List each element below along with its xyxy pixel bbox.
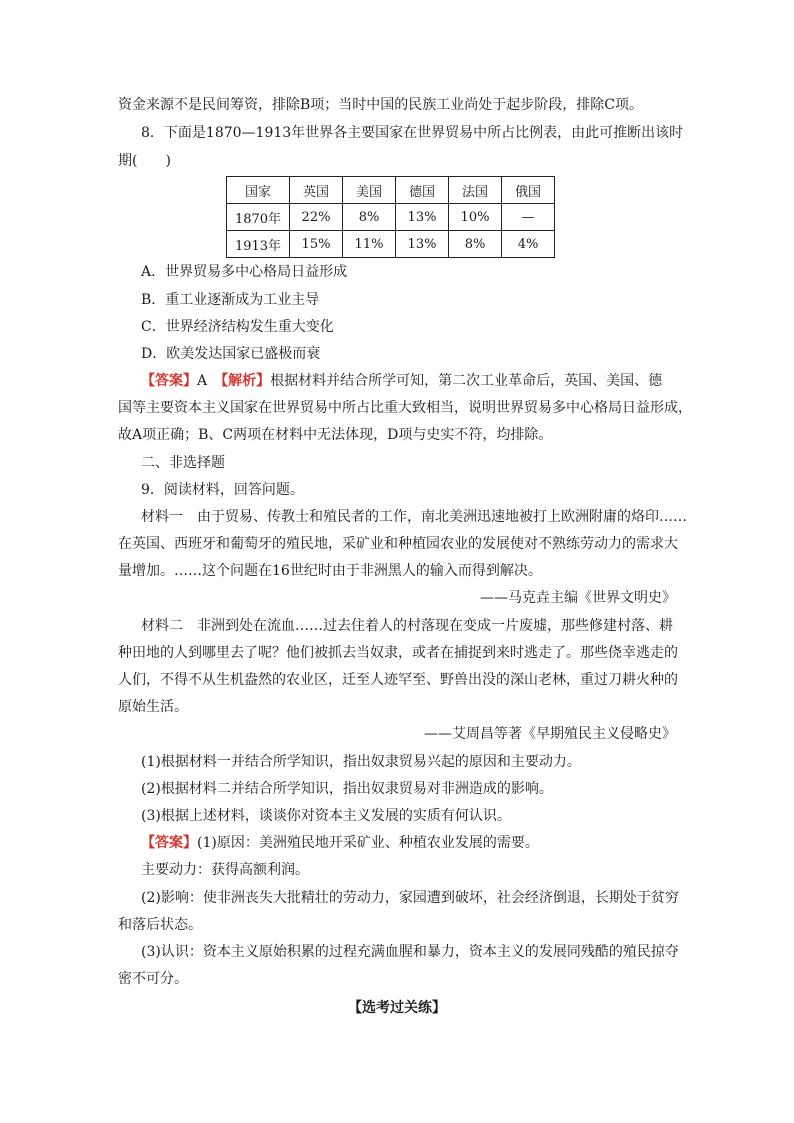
- material-1-source: ——马克垚主编《世界文明史》: [480, 590, 676, 606]
- material-2-text: 人们，不得不从生机盎然的农业区，迁至人迹罕至、野兽出没的深山老林，重过刀耕火种的: [118, 672, 678, 688]
- material-2-source: ——艾周昌等著《早期殖民主义侵略史》: [424, 726, 676, 742]
- table-header-cell: 英国: [290, 177, 343, 204]
- question-8-stem-cont: 期( ): [118, 153, 171, 169]
- analysis-tag: 【解析】: [221, 373, 271, 389]
- analysis-text-cont: 故A项正确；B、C两项在材料中无法体现，D项与史实不符，均排除。: [118, 427, 553, 443]
- table-cell: 15%: [290, 231, 343, 258]
- section-footer-heading: 【选考过关练】: [348, 1000, 446, 1016]
- table-cell: 10%: [449, 204, 502, 231]
- option-c: C．世界经济结构发生重大变化: [141, 319, 334, 335]
- table-cell: 22%: [290, 204, 343, 231]
- table-cell: 8%: [449, 231, 502, 258]
- table-cell: 13%: [396, 231, 449, 258]
- table-cell: 8%: [343, 204, 396, 231]
- option-a: A．世界贸易多中心格局日益形成: [141, 264, 348, 280]
- table-header-cell: 德国: [396, 177, 449, 204]
- answer-text: 和落后状态。: [118, 917, 202, 933]
- material-2-text: 材料二 非洲到处在流血……过去住着人的村落现在变成一片废墟，那些修建村落、耕: [141, 618, 673, 634]
- analysis-text-cont: 国等主要资本主义国家在世界贸易中所占比重大致相当，说明世界贸易多中心格局日益形成，: [118, 400, 692, 416]
- material-1-text: 在英国、西班牙和葡萄牙的殖民地，采矿业和种植园农业的发展使对不熟练劳动力的需求大: [118, 536, 678, 552]
- material-1-text: 量增加。……这个问题在16世纪时由于非洲黑人的输入而得到解决。: [118, 563, 542, 579]
- answer-9-line: [141, 833, 539, 853]
- table-cell: 1870年: [227, 204, 290, 231]
- option-d: D．欧美发达国家已盛极而衰: [141, 346, 321, 362]
- text-line: 资金来源不是民间筹资，排除B项；当时中国的民族工业尚处于起步阶段，排除C项。: [118, 97, 643, 113]
- table-header-cell: 国家: [227, 177, 290, 204]
- table-header-row: [227, 177, 555, 204]
- analysis-text: 根据材料并结合所学可知，第二次工业革命后，英国、美国、德: [270, 373, 663, 389]
- answer-text: (2)影响：使非洲丧失大批精壮的劳动力，家园遭到破坏，社会经济倒退，长期处于贫穷: [141, 890, 679, 906]
- answer-tag: 【答案】: [141, 373, 197, 389]
- table-cell: 1913年: [227, 231, 290, 258]
- section-heading: 二、非选择题: [141, 455, 225, 471]
- answer-text: (3)认识：资本主义原始积累的过程充满血腥和暴力，资本主义的发展同残酷的殖民掠夺: [141, 944, 679, 960]
- material-2-text: 原始生活。: [118, 699, 188, 715]
- table-cell: 13%: [396, 204, 449, 231]
- sub-question-1: (1)根据材料一并结合所学知识，指出奴隶贸易兴起的原因和主要动力。: [141, 754, 581, 770]
- answer-text: (1)原因：美洲殖民地开采矿业、种植农业发展的需要。: [197, 835, 539, 851]
- table-row: [227, 231, 555, 258]
- sub-question-3: (3)根据上述材料，谈谈你对资本主义发展的实质有何认识。: [141, 808, 511, 824]
- material-2-text: 种田地的人到哪里去了呢？他们被抓去当奴隶，或者在捕捉到来时逃走了。那些侥幸逃走的: [118, 645, 678, 661]
- answer-8-line: [141, 371, 662, 391]
- question-8-stem: 8．下面是1870—1913年世界各主要国家在世界贸易中所占比例表，由此可推断出该时: [141, 125, 684, 141]
- answer-text: 主要动力：获得高额利润。: [141, 862, 309, 878]
- answer-tag: 【答案】: [141, 835, 197, 851]
- trade-share-table: [226, 176, 555, 258]
- answer-value: A: [197, 373, 222, 389]
- table-cell: 11%: [343, 231, 396, 258]
- table-header-cell: 美国: [343, 177, 396, 204]
- table-header-cell: 俄国: [502, 177, 555, 204]
- table-cell: 4%: [502, 231, 555, 258]
- answer-text: 密不可分。: [118, 971, 188, 987]
- table-cell: —: [502, 204, 555, 231]
- table-row: [227, 204, 555, 231]
- question-9-stem: 9．阅读材料，回答问题。: [141, 482, 304, 498]
- material-1-text: 材料一 由于贸易、传教士和殖民者的工作，南北美洲迅速地被打上欧洲附庸的烙印……: [141, 509, 687, 525]
- sub-question-2: (2)根据材料二并结合所学知识，指出奴隶贸易对非洲造成的影响。: [141, 781, 553, 797]
- table-header-cell: 法国: [449, 177, 502, 204]
- option-b: B．重工业逐渐成为工业主导: [141, 292, 320, 308]
